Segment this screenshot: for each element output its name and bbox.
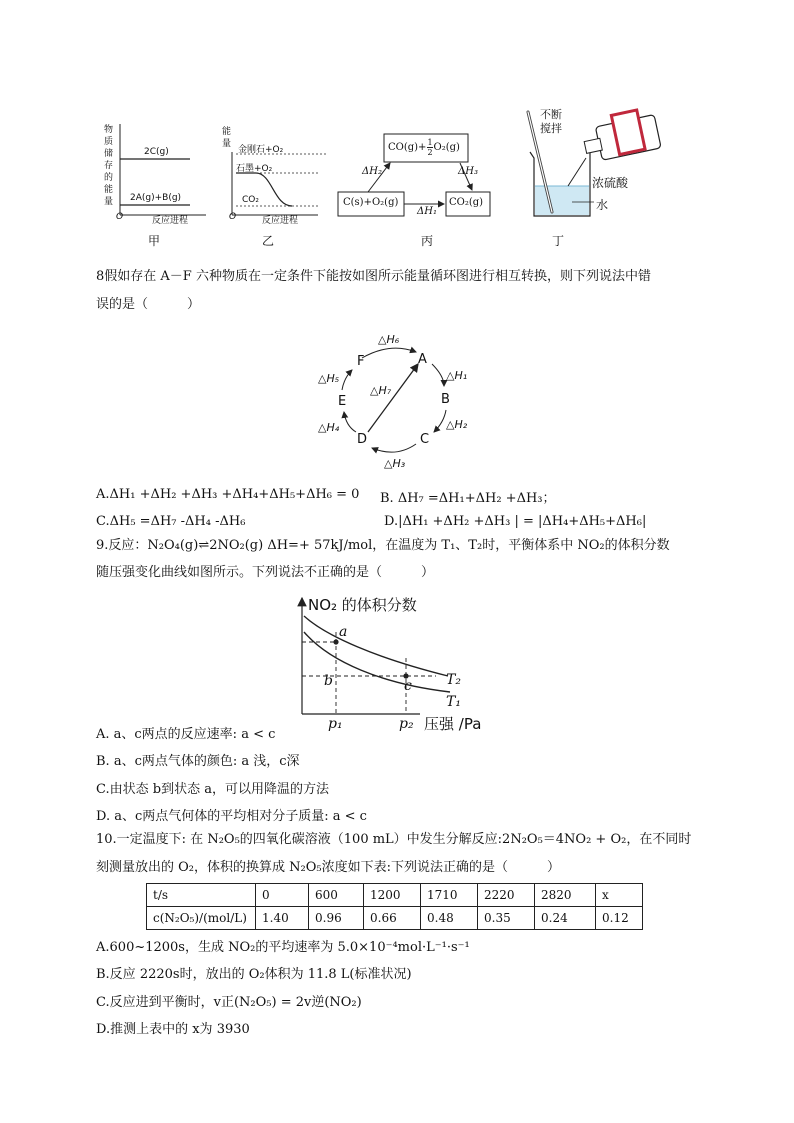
jia-ylabel: 物 质 储 存 的 能 量 [104, 125, 114, 207]
bing-box-top: CO(g)+ $\frac{1}{2}$ O₂(g) [388, 138, 460, 157]
q8-option-d: D.|ΔH₁ +ΔH₂ +ΔH₃ | = |ΔH₄+ΔH₅+ΔH₆| [384, 514, 647, 529]
jia-upper-level: 2C(g) [144, 147, 169, 157]
cycle-dh1: △H₁ [446, 369, 468, 382]
jia-origin: O [116, 212, 124, 222]
q9-stem-line2: 随压强变化曲线如图所示。下列说法不正确的是（ ） [96, 565, 435, 580]
q8-cycle-diagram [310, 328, 490, 474]
q9-option-c: C.由状态 b到状态 a，可以用降温的方法 [96, 782, 329, 797]
q9-option-a: A. a、c两点的反应速率: a < c [96, 727, 276, 742]
ding-water: 水 [596, 198, 609, 212]
q10-stem-line2: 刻测量放出的 O₂，体积的换算成 N₂O₅浓度如下表:下列说法正确的是（ ） [96, 860, 560, 875]
bing-dh2: ΔH₂ [362, 166, 382, 177]
table-cell: 0.48 [421, 907, 478, 930]
q9-option-d: D. a、c两点气何体的平均相对分子质量: a < c [96, 809, 367, 824]
cycle-node-c: C [420, 432, 430, 447]
q10-option-c: C.反应进到平衡时，v正(N₂O₅) = 2v逆(NO₂) [96, 995, 362, 1010]
cycle-dh5: △H₅ [318, 372, 340, 385]
bing-label: 丙 [421, 234, 434, 248]
cycle-node-d: D [357, 432, 368, 447]
q9-p2: p₂ [399, 716, 414, 732]
q10-option-d: D.推测上表中的 x为 3930 [96, 1022, 250, 1037]
q9-chart-xlabel: 压强 /Pa [424, 715, 482, 733]
q8-stem-line2: 误的是（ ） [96, 297, 201, 312]
table-cell: 0.35 [478, 907, 535, 930]
ding-stir: 不断 搅拌 [540, 108, 562, 135]
q9-stem-line1: 9.反应：N₂O₄(g)⇌2NO₂(g) ΔH=+ 57kJ/mol，在温度为 T₁、T₂时，平衡体系中 NO₂的体积分数 [96, 538, 670, 553]
q9-chart-ylabel: NO₂ 的体积分数 [308, 596, 417, 614]
q9-curve-t1-label: T₁ [446, 694, 461, 710]
ding-acid: 浓硫酸 [592, 176, 629, 190]
table-row [147, 884, 643, 907]
table-cell: x [596, 884, 643, 907]
cycle-node-f: F [357, 354, 365, 369]
q9-curve-t2-label: T₂ [446, 672, 461, 688]
table-cell: 2820 [535, 884, 596, 907]
q8-option-b: B. ΔH₇ =ΔH₁+ΔH₂ +ΔH₃； [380, 491, 556, 506]
ding-label: 丁 [552, 234, 565, 248]
q8-option-a: A.ΔH₁ +ΔH₂ +ΔH₃ +ΔH₄+ΔH₅+ΔH₆ = 0 [96, 487, 360, 502]
bing-dh1: ΔH₁ [417, 206, 437, 217]
q9-p1: p₁ [328, 716, 343, 732]
table-cell: 1710 [421, 884, 478, 907]
table-row [147, 907, 643, 930]
cycle-dh4: △H₄ [318, 421, 340, 434]
cycle-node-e: E [338, 394, 347, 409]
table-cell: 2220 [478, 884, 535, 907]
q10-option-a: A.600~1200s，生成 NO₂的平均速率为 5.0×10⁻⁴mol·L⁻¹·s⁻¹ [96, 940, 470, 955]
cycle-dh7: △H₇ [370, 384, 392, 397]
curve-t2 [304, 616, 448, 676]
table-cell: 0.24 [535, 907, 596, 930]
bing-box-left: C(s)+O₂(g) [343, 197, 399, 208]
q10-table [146, 883, 643, 930]
q10-option-b: B.反应 2220s时，放出的 O₂体积为 11.8 L(标准状况) [96, 967, 412, 982]
table-cell: c(N₂O₅)/(mol/L) [147, 907, 256, 930]
yi-ylabel: 能 量 [222, 127, 232, 149]
yi-origin: O [229, 212, 237, 222]
table-cell: 0.96 [309, 907, 364, 930]
q9-option-b: B. a、c两点气体的颜色: a 浅，c深 [96, 754, 300, 769]
bing-box-right: CO₂(g) [449, 197, 484, 208]
table-cell: t/s [147, 884, 256, 907]
cycle-dh6: △H₆ [378, 333, 400, 346]
jia-xlabel: 反应进程 [152, 216, 189, 226]
cycle-dh3: △H₃ [384, 457, 406, 470]
yi-label: 乙 [262, 234, 275, 248]
table-cell: 600 [309, 884, 364, 907]
jia-label: 甲 [148, 234, 161, 248]
q8-stem-line1: 8假如存在 A－F 六种物质在一定条件下能按如图所示能量循环图进行相互转换，则下列说法中错 [96, 269, 651, 284]
jia-lower-level: 2A(g)+B(g) [130, 193, 182, 203]
q9-point-b: b [324, 673, 333, 689]
table-cell: 1.40 [256, 907, 309, 930]
table-cell: 0 [256, 884, 309, 907]
table-cell: 0.12 [596, 907, 643, 930]
bing-dh3: ΔH₃ [458, 166, 478, 177]
q9-point-a: a [339, 624, 348, 640]
cycle-node-a: A [418, 352, 427, 367]
table-cell: 0.66 [364, 907, 421, 930]
point-a-dot [333, 639, 338, 644]
cycle-node-b: B [441, 392, 450, 407]
q9-point-c: c [404, 678, 412, 694]
q10-stem-line1: 10.一定温度下: 在 N₂O₅的四氧化碳溶液（100 mL）中发生分解反应:2N₂O₅＝4NO₂ + O₂，在不同时 [96, 832, 692, 847]
yi-level1: 金刚石+O₂ [238, 145, 284, 155]
yi-xlabel: 反应进程 [262, 216, 299, 226]
q8-option-c: C.ΔH₅ =ΔH₇ -ΔH₄ -ΔH₆ [96, 514, 246, 529]
yi-level2: 石墨+O₂ [236, 164, 273, 174]
table-cell: 1200 [364, 884, 421, 907]
yi-level3: CO₂ [242, 195, 259, 205]
cycle-dh2: △H₂ [446, 418, 468, 431]
